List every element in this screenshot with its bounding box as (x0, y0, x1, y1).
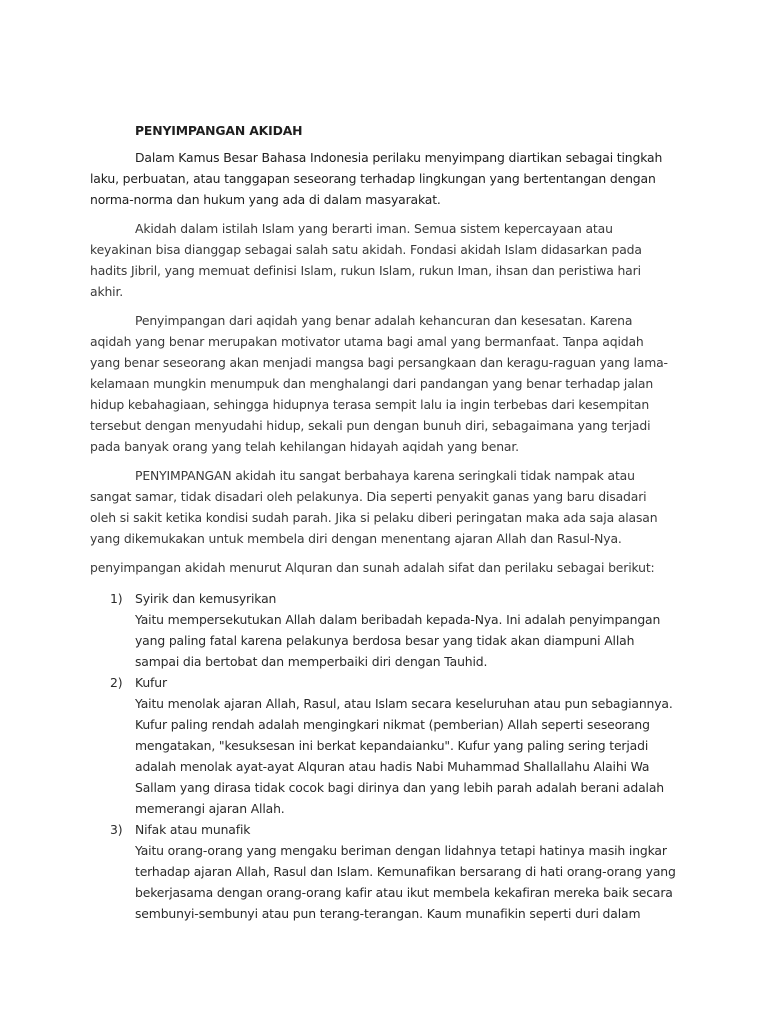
list-body: Yaitu mempersekutukan Allah dalam beribadah kepada-Nya. Ini adalah penyimpangan yang paling fatal karena pelakunya berdosa besar yang tidak akan diampuni Allah sampai dia bertobat dan memperbaiki diri dengan Tauhid. (135, 612, 661, 669)
list-heading: Nifak atau munafik (135, 822, 251, 837)
list-heading: Syirik dan kemusyrikan (135, 591, 277, 606)
document-page (90, 120, 676, 924)
paragraph-akidah: Akidah dalam istilah Islam yang berarti iman. Semua sistem kepercayaan atau keyakinan bisa dianggap sebagai salah satu akidah. Fondasi akidah Islam didasarkan pada hadits Jibril, yang memuat definisi Islam, rukun Islam, rukun Iman, ihsan dan peristiwa hari akhir. (90, 221, 642, 299)
list-heading: Kufur (135, 675, 167, 690)
paragraph-definition: Dalam Kamus Besar Bahasa Indonesia perilaku menyimpang diartikan sebagai tingkah laku, perbuatan, atau tanggapan seseorang terhadap lingkungan yang bertentangan dengan norma-norma dan hukum yang ada di dalam masyarakat. (90, 150, 663, 207)
list-number: 1) (110, 591, 123, 606)
deviation-list (90, 588, 676, 924)
list-item (90, 588, 676, 672)
paragraph-penyimpangan: Penyimpangan dari aqidah yang benar adalah kehancuran dan kesesatan. Karena aqidah yang benar merupakan motivator utama bagi amal yang bermanfaat. Tanpa aqidah yang benar seseorang akan menjadi mangsa bagi persangkaan dan keragu-raguan yang lama-kelamaan mungkin menumpuk dan menghalangi dari pandangan yang benar terhadap jalan hidup kebahagiaan, sehingga hidupnya terasa sempit lalu ia ingin terbebas dari kesempitan tersebut dengan menyudahi hidup, sekali pun dengan bunuh diri, sebagaimana yang terjadi pada banyak orang yang telah kehilangan hidayah aqidah yang benar. (90, 313, 668, 454)
list-number: 2) (110, 675, 123, 690)
list-item (90, 672, 676, 819)
paragraph-bahaya: PENYIMPANGAN akidah itu sangat berbahaya karena seringkali tidak nampak atau sangat samar, tidak disadari oleh pelakunya. Dia seperti penyakit ganas yang baru disadari oleh si sakit ketika kondisi sudah parah. Jika si pelaku diberi peringatan maka ada saja alasan yang dikemukakan untuk membela diri dengan menentang ajaran Allah dan Rasul-Nya. (90, 468, 658, 546)
list-body: Yaitu menolak ajaran Allah, Rasul, atau Islam secara keseluruhan atau pun sebagiannya. Kufur paling rendah adalah mengingkari nikmat (pemberian) Allah seperti seseorang mengatakan, "kesuksesan ini berkat kepandaianku". Kufur yang paling sering terjadi adalah menolak ayat-ayat Alquran atau hadis Nabi Muhammad Shallallahu Alaihi Wa Sallam yang dirasa tidak cocok bagi dirinya dan yang lebih parah adalah berani adalah memerangi ajaran Allah. (135, 696, 673, 816)
list-item (90, 819, 676, 924)
list-body: Yaitu orang-orang yang mengaku beriman dengan lidahnya tetapi hatinya masih ingkar terhadap ajaran Allah, Rasul dan Islam. Kemunafikan bersarang di hati orang-orang yang bekerjasama dengan orang-orang kafir atau ikut membela kekafiran mereka baik secara sembunyi-sembunyi atau pun terang-terangan. Kaum munafikin seperti duri dalam (135, 843, 676, 921)
document-title: PENYIMPANGAN AKIDAH (135, 123, 303, 138)
list-number: 3) (110, 822, 123, 837)
list-intro: penyimpangan akidah menurut Alquran dan sunah adalah sifat dan perilaku sebagai berikut: (90, 560, 655, 575)
